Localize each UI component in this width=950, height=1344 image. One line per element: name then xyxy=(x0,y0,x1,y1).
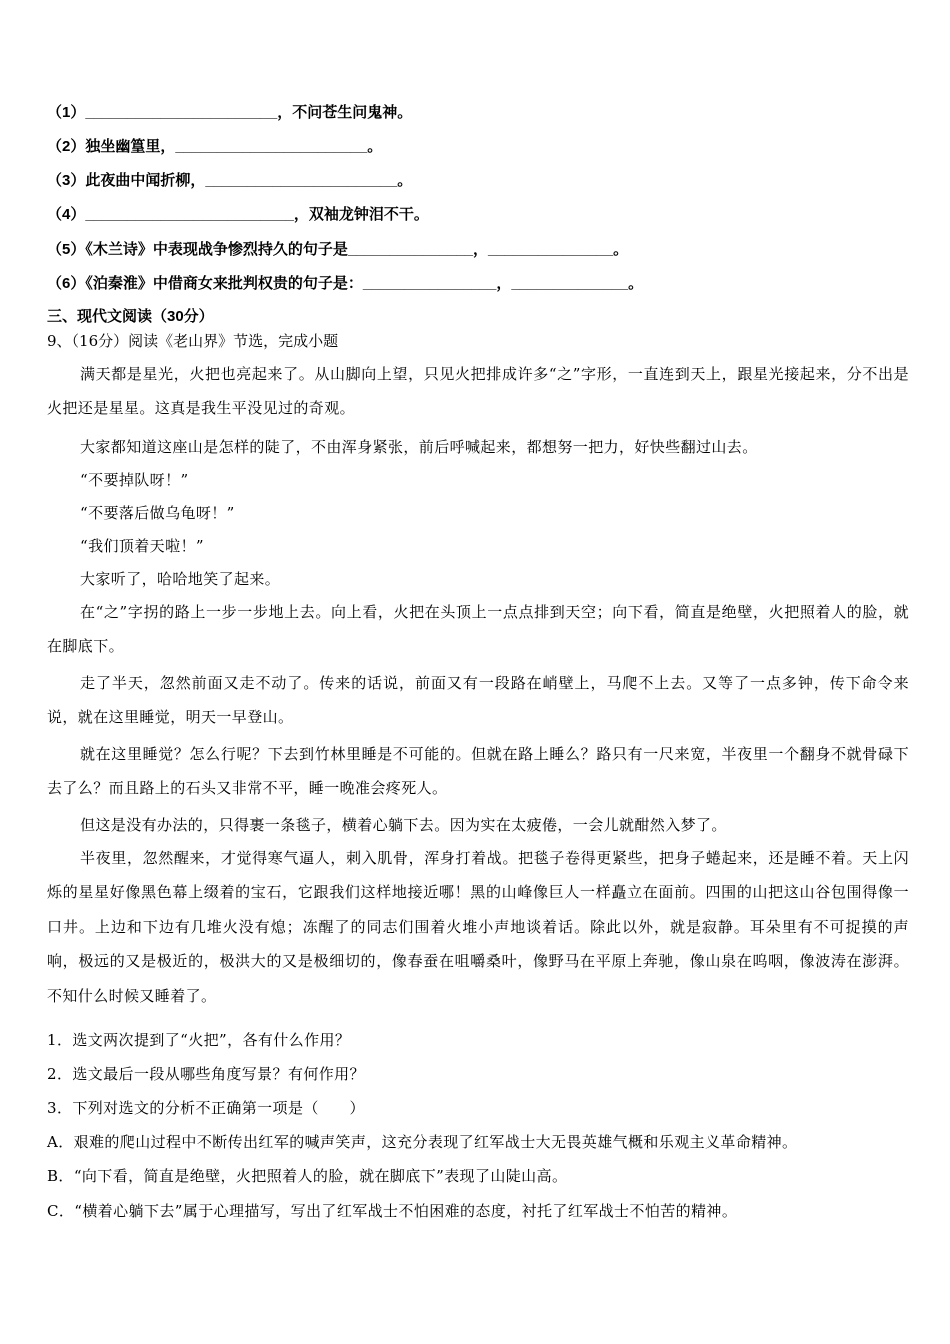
passage-paragraph-2: 大家都知道这座山是怎样的陡了，不由浑身紧张，前后呼喊起来，都想努一把力，好快些翻过山去。 xyxy=(80,438,758,456)
fill-in-item-4: （4）_________________________，双袖龙钟泪不干。 xyxy=(47,206,429,223)
option-a: A．艰难的爬山过程中不断传出红军的喊声笑声，这充分表现了红军战士大无畏英雄气概和乐观主义革命精神。 xyxy=(47,1133,798,1151)
question-header: 9、（16分）阅读《老山界》节选，完成小题 xyxy=(47,332,339,350)
passage-paragraph-11: 半夜里，忽然醒来，才觉得寒气逼人，刺入肌骨，浑身打着战。把毯子卷得更紧些，把身子蜷起来，还是睡不着。天上闪烁的星星好像黑色幕上缀着的宝石，它跟我们这样地接近哪！黑的山峰像巨人一样矗立在面前。四围的山把这山谷包围得像一口井。上边和下边有几堆火没有熄；冻醒了的同志们围着火堆小声地谈着话。除此以外，就是寂静。耳朵里有不可捉摸的声响，极远的又是极近的，极洪大的又是极细切的，像春蚕在咀嚼桑叶，像野马在平原上奔驰，像山泉在呜咽，像波涛在澎湃。不知什么时候又睡着了。 xyxy=(47,849,909,1005)
passage-paragraph-4: “不要落后做乌龟呀！” xyxy=(80,504,235,522)
question-2: 2．选文最后一段从哪些角度写景？有何作用？ xyxy=(47,1065,365,1083)
passage-paragraph-8: 走了半天，忽然前面又走不动了。传来的话说，前面又有一段路在峭壁上，马爬不上去。又等了一点多钟，传下命令来说，就在这里睡觉，明天一早登山。 xyxy=(47,674,909,727)
passage-paragraph-9: 就在这里睡觉？怎么行呢？下去到竹林里睡是不可能的。但就在路上睡么？路只有一尺来宽，半夜里一个翻身不就骨碌下去了么？而且路上的石头又非常不平，睡一晚准会疼死人。 xyxy=(47,745,909,798)
fill-in-item-3: （3）此夜曲中闻折柳，_______________________。 xyxy=(47,172,413,189)
passage-paragraph-1: 满天都是星光，火把也亮起来了。从山脚向上望，只见火把排成许多“之”字形，一直连到天上，跟星光接起来，分不出是火把还是星星。这真是我生平没见过的奇观。 xyxy=(47,365,909,418)
section-title: 三、现代文阅读（30分） xyxy=(47,308,214,325)
passage-paragraph-7: 在“之”字拐的路上一步一步地上去。向上看，火把在头顶上一点点排到天空；向下看，简直是绝壁，火把照着人的脸，就在脚底下。 xyxy=(47,603,909,656)
passage-paragraph-6: 大家听了，哈哈地笑了起来。 xyxy=(80,570,281,588)
option-c: C．“横着心躺下去”属于心理描写，写出了红军战士不怕困难的态度，衬托了红军战士不怕苦的精神。 xyxy=(47,1202,738,1220)
fill-in-item-1: （1）_______________________，不问苍生问鬼神。 xyxy=(47,104,413,121)
question-3: 3．下列对选文的分析不正确第一项是（ ） xyxy=(47,1099,365,1117)
fill-in-item-2: （2）独坐幽篁里，_______________________。 xyxy=(47,138,383,155)
passage-paragraph-5: “我们顶着天啦！” xyxy=(80,537,204,555)
passage-paragraph-3: “不要掉队呀！” xyxy=(80,471,189,489)
option-b: B．“向下看，简直是绝壁，火把照着人的脸，就在脚底下”表现了山陡山高。 xyxy=(47,1167,568,1185)
passage-paragraph-10: 但这是没有办法的，只得裹一条毯子，横着心躺下去。因为实在太疲倦，一会儿就酣然入梦了。 xyxy=(80,816,727,834)
fill-in-item-6: （6）《泊秦淮》中借商女来批判权贵的句子是：________________，______________。 xyxy=(47,275,644,292)
fill-in-item-5: （5）《木兰诗》中表现战争惨烈持久的句子是_______________，_______________。 xyxy=(47,241,629,258)
question-1: 1．选文两次提到了“火把”，各有什么作用？ xyxy=(47,1031,351,1049)
